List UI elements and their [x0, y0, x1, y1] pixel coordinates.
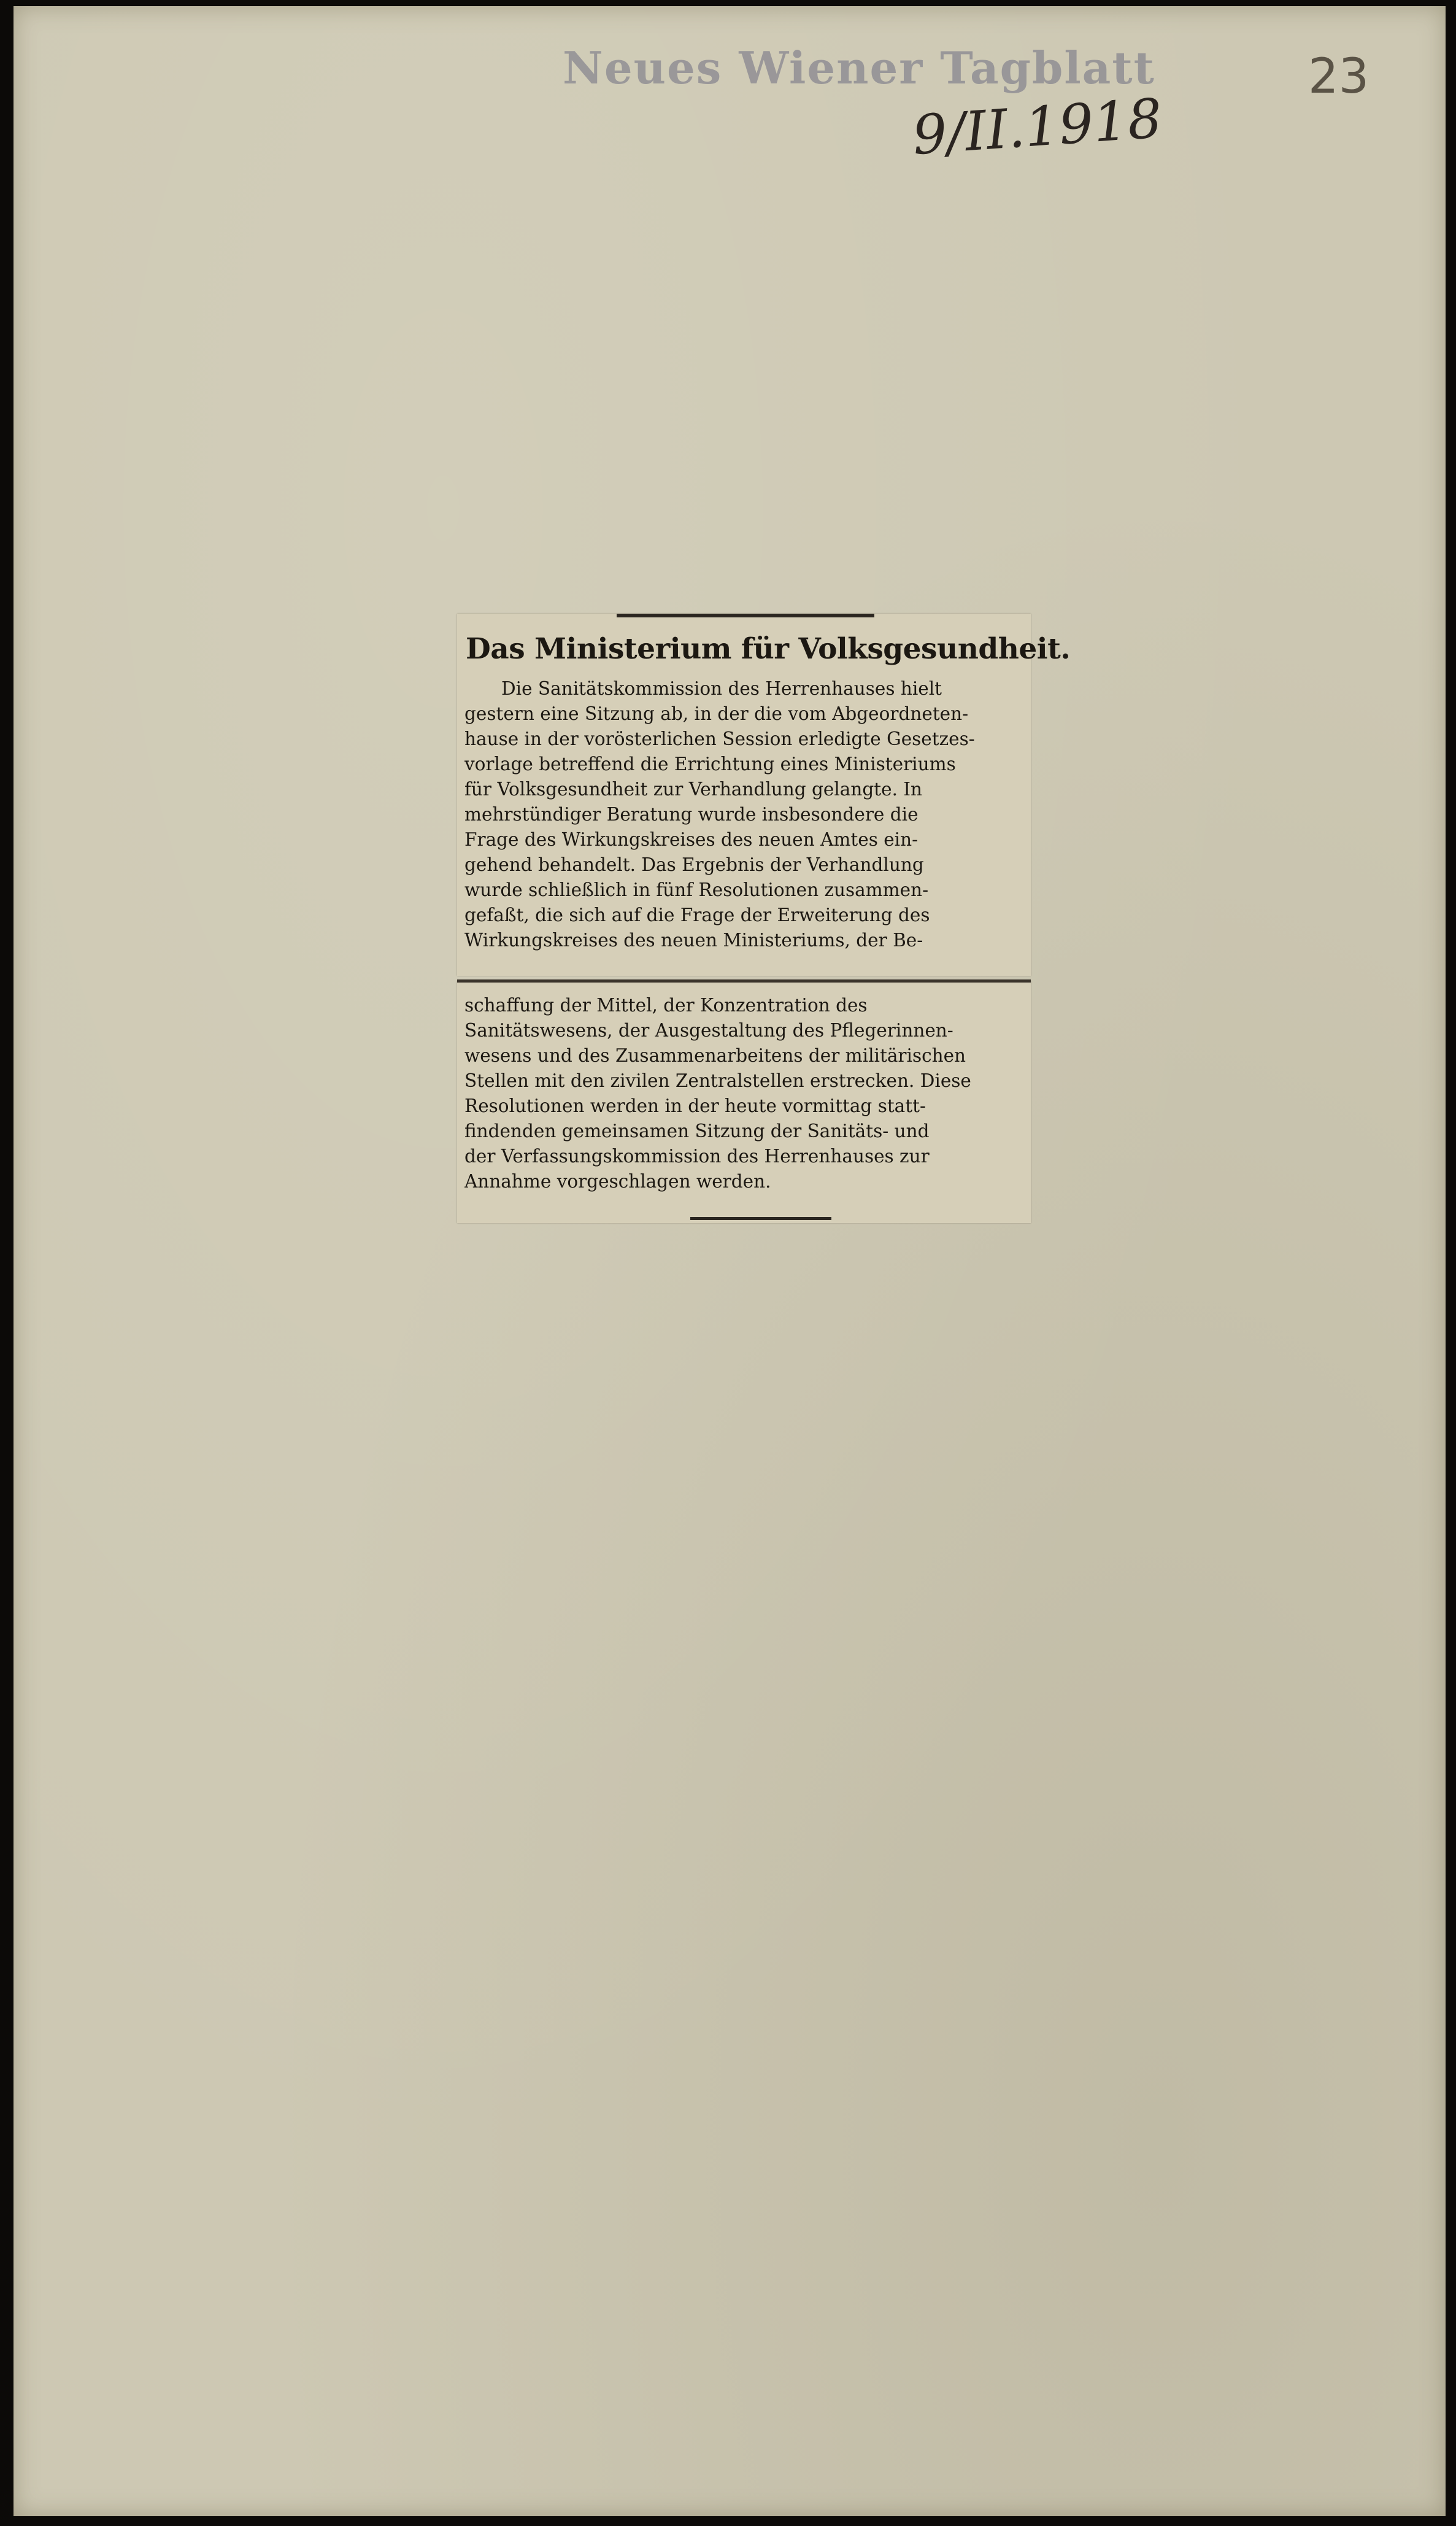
- page-number: 23: [1308, 49, 1369, 104]
- text-line: Frage des Wirkungskreises des neuen Amtes ein-: [464, 829, 919, 850]
- text-line: Sanitätswesens, der Ausgestaltung des Pflegerinnen-: [464, 1020, 953, 1041]
- text-line: mehrstündiger Beratung wurde insbesondere die: [464, 804, 919, 825]
- text-line: Annahme vorgeschlagen werden.: [464, 1171, 771, 1192]
- text-line: vorlage betreffend die Errichtung eines Ministeriums: [464, 754, 956, 774]
- text-line: Stellen mit den zivilen Zentralstellen erstrecken. Diese: [464, 1070, 971, 1091]
- handwritten-date: 9/II.1918: [910, 86, 1165, 168]
- article-headline: Das Ministerium für Volksgesundheit.: [466, 632, 1071, 666]
- text-line: für Volksgesundheit zur Verhandlung gelangte. In: [464, 779, 922, 800]
- text-line: Wirkungskreises des neuen Ministeriums, der Be-: [464, 930, 923, 951]
- text-line: gestern eine Sitzung ab, in der die vom Abgeordneten-: [464, 703, 969, 724]
- text-line: der Verfassungskommission des Herrenhauses zur: [464, 1146, 930, 1167]
- clipping-bottom: [457, 981, 1031, 1223]
- article-body-bottom: [464, 993, 1023, 1194]
- end-rule: [690, 1217, 831, 1220]
- newspaper-stamp: Neues Wiener Tagblatt: [563, 42, 1155, 94]
- text-line: Resolutionen werden in der heute vormittag statt-: [464, 1095, 926, 1116]
- article-body-top: [464, 676, 1023, 953]
- text-line: gefaßt, die sich auf die Frage der Erweiterung des: [464, 905, 930, 925]
- text-line: wesens und des Zusammenarbeitens der militärischen: [464, 1045, 966, 1066]
- text-line: findenden gemeinsamen Sitzung der Sanitäts- und: [464, 1121, 930, 1141]
- text-line: schaffung der Mittel, der Konzentration des: [464, 995, 868, 1016]
- archive-sheet: [13, 6, 1446, 2516]
- clipping-top: [457, 614, 1071, 976]
- top-rule: [617, 614, 874, 617]
- column-rule: [457, 979, 1031, 983]
- text-line: gehend behandelt. Das Ergebnis der Verhandlung: [464, 854, 924, 875]
- text-line: wurde schließlich in fünf Resolutionen zusammen-: [464, 879, 929, 900]
- text-line: hause in der vorösterlichen Session erledigte Gesetzes-: [464, 728, 975, 749]
- text-line: Die Sanitätskommission des Herrenhauses hielt: [501, 678, 942, 699]
